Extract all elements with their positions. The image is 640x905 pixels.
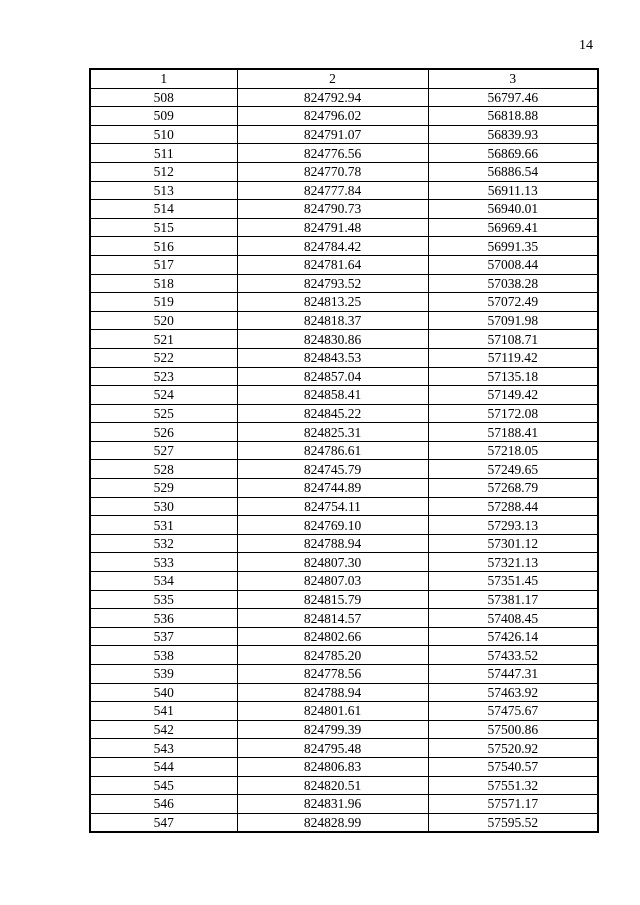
table-row <box>90 386 598 405</box>
point-number-cell: 546 <box>90 795 237 814</box>
table-row <box>90 311 598 330</box>
point-number-cell: 527 <box>90 441 237 460</box>
coordinates-table <box>89 68 599 833</box>
y-coordinate-cell: 57091.98 <box>428 311 598 330</box>
table-row <box>90 497 598 516</box>
x-coordinate-cell: 824793.52 <box>237 274 428 293</box>
x-coordinate-cell: 824777.84 <box>237 181 428 200</box>
x-coordinate-cell: 824820.51 <box>237 776 428 795</box>
table-row <box>90 423 598 442</box>
point-number-cell: 519 <box>90 293 237 312</box>
x-coordinate-cell: 824807.30 <box>237 553 428 572</box>
table-row <box>90 404 598 423</box>
table-row <box>90 590 598 609</box>
y-coordinate-cell: 57188.41 <box>428 423 598 442</box>
table-row <box>90 144 598 163</box>
y-coordinate-cell: 56886.54 <box>428 162 598 181</box>
table-row <box>90 162 598 181</box>
point-number-cell: 510 <box>90 125 237 144</box>
x-coordinate-cell: 824778.56 <box>237 665 428 684</box>
y-coordinate-cell: 57571.17 <box>428 795 598 814</box>
x-coordinate-cell: 824788.94 <box>237 683 428 702</box>
x-coordinate-cell: 824796.02 <box>237 107 428 126</box>
x-coordinate-cell: 824845.22 <box>237 404 428 423</box>
y-coordinate-cell: 56839.93 <box>428 125 598 144</box>
table-row <box>90 441 598 460</box>
x-coordinate-cell: 824790.73 <box>237 200 428 219</box>
y-coordinate-cell: 57038.28 <box>428 274 598 293</box>
x-coordinate-cell: 824745.79 <box>237 460 428 479</box>
table-row <box>90 218 598 237</box>
page-number: 14 <box>579 38 593 53</box>
x-coordinate-cell: 824813.25 <box>237 293 428 312</box>
y-coordinate-cell: 56991.35 <box>428 237 598 256</box>
y-coordinate-cell: 57008.44 <box>428 255 598 274</box>
table-row <box>90 627 598 646</box>
point-number-cell: 544 <box>90 757 237 776</box>
x-coordinate-cell: 824799.39 <box>237 720 428 739</box>
table-row <box>90 739 598 758</box>
x-coordinate-cell: 824791.07 <box>237 125 428 144</box>
y-coordinate-cell: 57149.42 <box>428 386 598 405</box>
table-row <box>90 572 598 591</box>
point-number-cell: 511 <box>90 144 237 163</box>
table-row <box>90 107 598 126</box>
point-number-cell: 530 <box>90 497 237 516</box>
table-row <box>90 776 598 795</box>
x-coordinate-cell: 824770.78 <box>237 162 428 181</box>
table-row <box>90 181 598 200</box>
y-coordinate-cell: 57108.71 <box>428 330 598 349</box>
table-row <box>90 757 598 776</box>
x-coordinate-cell: 824802.66 <box>237 627 428 646</box>
table-row <box>90 125 598 144</box>
y-coordinate-cell: 57540.57 <box>428 757 598 776</box>
point-number-cell: 534 <box>90 572 237 591</box>
point-number-cell: 514 <box>90 200 237 219</box>
x-coordinate-cell: 824792.94 <box>237 88 428 107</box>
point-number-cell: 540 <box>90 683 237 702</box>
table-body <box>90 69 598 832</box>
y-coordinate-cell: 56818.88 <box>428 107 598 126</box>
point-number-cell: 531 <box>90 516 237 535</box>
table-row <box>90 795 598 814</box>
table-row <box>90 460 598 479</box>
x-coordinate-cell: 824776.56 <box>237 144 428 163</box>
table-row <box>90 646 598 665</box>
table-row <box>90 720 598 739</box>
x-coordinate-cell: 824828.99 <box>237 813 428 832</box>
y-coordinate-cell: 57426.14 <box>428 627 598 646</box>
point-number-cell: 542 <box>90 720 237 739</box>
point-number-cell: 539 <box>90 665 237 684</box>
x-coordinate-cell: 824769.10 <box>237 516 428 535</box>
y-coordinate-cell: 57293.13 <box>428 516 598 535</box>
table-row <box>90 88 598 107</box>
y-coordinate-cell: 57249.65 <box>428 460 598 479</box>
point-number-cell: 532 <box>90 534 237 553</box>
y-coordinate-cell: 57268.79 <box>428 479 598 498</box>
y-coordinate-cell: 57433.52 <box>428 646 598 665</box>
column-header-2: 2 <box>237 69 428 88</box>
point-number-cell: 537 <box>90 627 237 646</box>
point-number-cell: 518 <box>90 274 237 293</box>
point-number-cell: 516 <box>90 237 237 256</box>
y-coordinate-cell: 57381.17 <box>428 590 598 609</box>
column-header-3: 3 <box>428 69 598 88</box>
point-number-cell: 508 <box>90 88 237 107</box>
table-row <box>90 348 598 367</box>
table-row <box>90 609 598 628</box>
point-number-cell: 538 <box>90 646 237 665</box>
point-number-cell: 513 <box>90 181 237 200</box>
x-coordinate-cell: 824843.53 <box>237 348 428 367</box>
point-number-cell: 536 <box>90 609 237 628</box>
table-row <box>90 813 598 832</box>
y-coordinate-cell: 57218.05 <box>428 441 598 460</box>
x-coordinate-cell: 824744.89 <box>237 479 428 498</box>
x-coordinate-cell: 824801.61 <box>237 702 428 721</box>
table-row <box>90 237 598 256</box>
y-coordinate-cell: 57520.92 <box>428 739 598 758</box>
point-number-cell: 512 <box>90 162 237 181</box>
y-coordinate-cell: 57595.52 <box>428 813 598 832</box>
point-number-cell: 521 <box>90 330 237 349</box>
table-row <box>90 683 598 702</box>
x-coordinate-cell: 824784.42 <box>237 237 428 256</box>
point-number-cell: 547 <box>90 813 237 832</box>
y-coordinate-cell: 57351.45 <box>428 572 598 591</box>
y-coordinate-cell: 57447.31 <box>428 665 598 684</box>
x-coordinate-cell: 824754.11 <box>237 497 428 516</box>
x-coordinate-cell: 824806.83 <box>237 757 428 776</box>
point-number-cell: 545 <box>90 776 237 795</box>
y-coordinate-cell: 57172.08 <box>428 404 598 423</box>
table-row <box>90 255 598 274</box>
table-row <box>90 479 598 498</box>
point-number-cell: 526 <box>90 423 237 442</box>
x-coordinate-cell: 824818.37 <box>237 311 428 330</box>
column-header-1: 1 <box>90 69 237 88</box>
x-coordinate-cell: 824807.03 <box>237 572 428 591</box>
y-coordinate-cell: 57321.13 <box>428 553 598 572</box>
table-row <box>90 330 598 349</box>
table-header-row <box>90 69 598 88</box>
table-row <box>90 534 598 553</box>
y-coordinate-cell: 57500.86 <box>428 720 598 739</box>
x-coordinate-cell: 824814.57 <box>237 609 428 628</box>
point-number-cell: 522 <box>90 348 237 367</box>
x-coordinate-cell: 824785.20 <box>237 646 428 665</box>
y-coordinate-cell: 57135.18 <box>428 367 598 386</box>
x-coordinate-cell: 824858.41 <box>237 386 428 405</box>
table-row <box>90 200 598 219</box>
y-coordinate-cell: 57072.49 <box>428 293 598 312</box>
y-coordinate-cell: 57408.45 <box>428 609 598 628</box>
y-coordinate-cell: 57288.44 <box>428 497 598 516</box>
point-number-cell: 541 <box>90 702 237 721</box>
point-number-cell: 533 <box>90 553 237 572</box>
y-coordinate-cell: 56797.46 <box>428 88 598 107</box>
point-number-cell: 520 <box>90 311 237 330</box>
point-number-cell: 515 <box>90 218 237 237</box>
x-coordinate-cell: 824791.48 <box>237 218 428 237</box>
point-number-cell: 524 <box>90 386 237 405</box>
point-number-cell: 525 <box>90 404 237 423</box>
x-coordinate-cell: 824788.94 <box>237 534 428 553</box>
point-number-cell: 517 <box>90 255 237 274</box>
y-coordinate-cell: 57119.42 <box>428 348 598 367</box>
table-row <box>90 516 598 535</box>
x-coordinate-cell: 824857.04 <box>237 367 428 386</box>
x-coordinate-cell: 824786.61 <box>237 441 428 460</box>
x-coordinate-cell: 824781.64 <box>237 255 428 274</box>
point-number-cell: 543 <box>90 739 237 758</box>
x-coordinate-cell: 824831.96 <box>237 795 428 814</box>
y-coordinate-cell: 57475.67 <box>428 702 598 721</box>
y-coordinate-cell: 57551.32 <box>428 776 598 795</box>
point-number-cell: 523 <box>90 367 237 386</box>
y-coordinate-cell: 56911.13 <box>428 181 598 200</box>
table-row <box>90 553 598 572</box>
y-coordinate-cell: 57301.12 <box>428 534 598 553</box>
y-coordinate-cell: 56940.01 <box>428 200 598 219</box>
y-coordinate-cell: 56869.66 <box>428 144 598 163</box>
x-coordinate-cell: 824815.79 <box>237 590 428 609</box>
table-row <box>90 274 598 293</box>
table-row <box>90 702 598 721</box>
table-row <box>90 665 598 684</box>
point-number-cell: 509 <box>90 107 237 126</box>
x-coordinate-cell: 824795.48 <box>237 739 428 758</box>
x-coordinate-cell: 824830.86 <box>237 330 428 349</box>
point-number-cell: 535 <box>90 590 237 609</box>
y-coordinate-cell: 56969.41 <box>428 218 598 237</box>
x-coordinate-cell: 824825.31 <box>237 423 428 442</box>
table-row <box>90 293 598 312</box>
point-number-cell: 528 <box>90 460 237 479</box>
point-number-cell: 529 <box>90 479 237 498</box>
y-coordinate-cell: 57463.92 <box>428 683 598 702</box>
table-row <box>90 367 598 386</box>
